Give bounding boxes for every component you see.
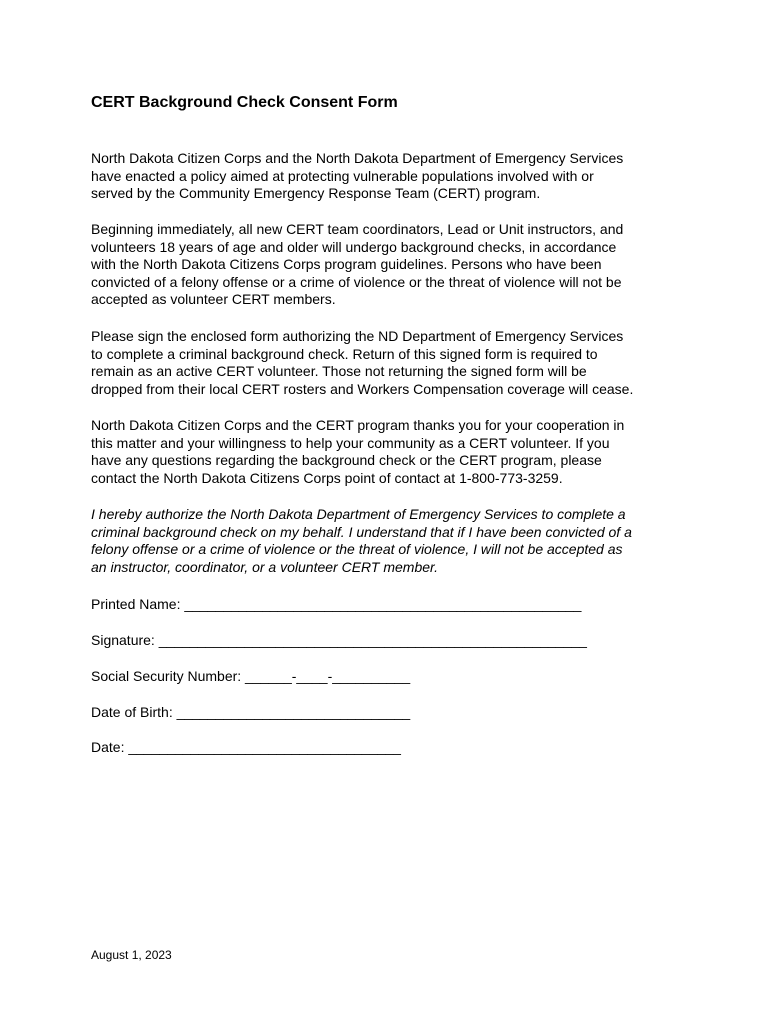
- paragraph-line: I hereby authorize the North Dakota Department of Emergency Services to complete a: [91, 506, 626, 522]
- paragraph-line: an instructor, coordinator, or a volunteer CERT member.: [91, 558, 439, 575]
- paragraph-line: to complete a criminal background check. Return of this signed form is required to: [91, 345, 598, 362]
- paragraph-line: dropped from their local CERT rosters and Workers Compensation coverage will cease.: [91, 380, 634, 397]
- policy-paragraph: [91, 221, 691, 309]
- paragraph-line: North Dakota Citizen Corps and the CERT program thanks you for your cooperation in: [91, 417, 625, 433]
- ssn-field[interactable]: Social Security Number: ______-____-__________: [91, 668, 411, 684]
- authorization-statement: [91, 506, 691, 576]
- date-field[interactable]: Date: ___________________________________: [91, 739, 401, 755]
- paragraph-line: convicted of a felony offense or a crime of violence or the threat of violence will not be: [91, 273, 622, 290]
- contact-paragraph: [91, 417, 691, 487]
- printed-name-field[interactable]: Printed Name: ___________________________________________________: [91, 596, 582, 612]
- paragraph-line: with the North Dakota Citizens Corps program guidelines. Persons who have been: [91, 256, 602, 273]
- paragraph-line: criminal background check on my behalf. I understand that if I have been convicted of a: [91, 523, 632, 540]
- paragraph-line: contact the North Dakota Citizens Corps point of contact at 1-800-773-3259.: [91, 469, 563, 486]
- instructions-paragraph: [91, 328, 691, 398]
- page-title: CERT Background Check Consent Form: [91, 94, 398, 111]
- paragraph-line: served by the Community Emergency Response Team (CERT) program.: [91, 185, 541, 202]
- paragraph-line: felony offense or a crime of violence or the threat of violence, I will not be accepted as: [91, 541, 623, 558]
- paragraph-line: remain as an active CERT volunteer. Those not returning the signed form will be: [91, 363, 587, 380]
- paragraph-line: have enacted a policy aimed at protecting vulnerable populations involved with or: [91, 167, 594, 184]
- paragraph-line: volunteers 18 years of age and older will undergo background checks, in accordance: [91, 238, 617, 255]
- footer-date: August 1, 2023: [91, 948, 172, 962]
- paragraph-line: this matter and your willingness to help your community as a CERT volunteer. If you: [91, 434, 610, 451]
- date-of-birth-field[interactable]: Date of Birth: ______________________________: [91, 704, 411, 720]
- intro-paragraph: [91, 150, 691, 203]
- signature-field[interactable]: Signature: _______________________________________________________: [91, 632, 587, 648]
- paragraph-line: have any questions regarding the background check or the CERT program, please: [91, 452, 602, 469]
- paragraph-line: accepted as volunteer CERT members.: [91, 291, 336, 308]
- paragraph-line: North Dakota Citizen Corps and the North Dakota Department of Emergency Services: [91, 150, 624, 166]
- paragraph-line: Please sign the enclosed form authorizing the ND Department of Emergency Services: [91, 328, 624, 344]
- paragraph-line: Beginning immediately, all new CERT team coordinators, Lead or Unit instructors, and: [91, 221, 624, 237]
